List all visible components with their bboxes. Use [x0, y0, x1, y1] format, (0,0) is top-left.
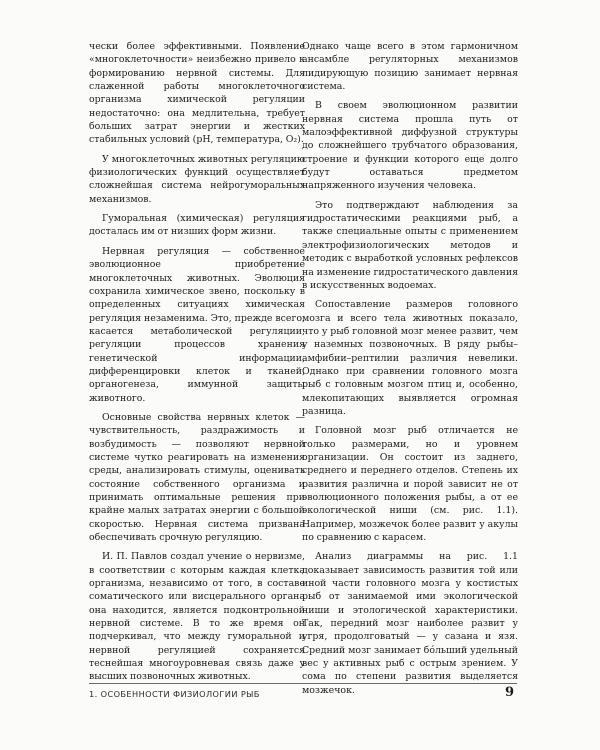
footer-divider: [89, 683, 517, 684]
paragraph: Анализ диаграммы на рис. 1.1 доказывает зависимость развития той или иной части головного мозга у костистых рыб от занимаемой ими экологической ниши и этологической характеристики. Так, передний мозг наиболее развит у угря, продолговатый — у сазана и язя. Средний мозг занимает бóльший удельный вес у активных рыб с острым зрением. У сома по степени развития выделяется мозжечок.: [302, 551, 518, 696]
paragraph: Это подтверждают наблюдения за гидростатическими реакциями рыб, а также специальные опыты с применением электрофизиологических методов и методик с выработкой условных рефлексов на изменение гидростатического давления в искусственных водоемах.: [302, 199, 518, 291]
running-footer-chapter: 1. ОСОБЕННОСТИ ФИЗИОЛОГИИ РЫБ: [89, 689, 260, 699]
paragraph: Сопоставление размеров головного мозга и всего тела животных показало, что у рыб головной мозг менее развит, чем у наземных позвоночных. В ряду рыбы–амфибии–рептилии различия невелики. Однако при сравнении головного мозга рыб с головным мозгом птиц и, особенно, млекопитающих выявляется огромная разница.: [302, 299, 518, 417]
paragraph: Гуморальная (химическая) регуляция досталась им от низших форм жизни.: [89, 213, 305, 238]
paragraph: чески более эффективными. Появление «многоклеточности» неизбежно привело к формированию нервной системы. Для слаженной работы многоклеточного организма химической регуляции недостаточно: она медлительна, требует больших затрат энергии и жестких стабильных условий (pH, температура, O₂).: [89, 41, 305, 146]
paragraph: В своем эволюционном развитии нервная система прошла путь от малоэффективной диффузной структуры до сложнейшего трубчатого образования, строение и функции которого еще долго будут оставаться предметом напряженного изучения человека.: [302, 100, 518, 192]
paragraph: У многоклеточных животных регуляцию физиологических функций осуществляет сложнейшая система нейрогуморальных механизмов.: [89, 153, 305, 205]
left-text-column: [89, 40, 305, 684]
page-number: 9: [504, 685, 514, 700]
paragraph: Нервная регуляция — собственное эволюционное приобретение многоклеточных животных. Эволюция сохранила химическое звено, поскольку в определенных ситуациях химическая регуляция незаменима. Это, прежде всего, касается метаболической регуляции, регуляции процессов хранения генетической информации, дифференцировки клеток и тканей, органогенеза, иммунной защиты животного.: [89, 245, 305, 404]
paragraph: И. П. Павлов создал учение о нервизме, в соответствии с которым каждая клетка организма, независимо от того, в составе соматического или висцерального органа она находится, является подконтрольной нервной системе. В то же время он подчеркивал, что между гуморальной и нервной регуляцией сохраняется теснейшая многоуровневая связь даже у высших позвоночных животных.: [89, 551, 305, 683]
right-text-column: [302, 40, 518, 697]
paragraph: Однако чаще всего в этом гармоничном ансамбле регуляторных механизмов лидирующую позицию занимает нервная система.: [302, 41, 518, 93]
paragraph: Головной мозг рыб отличается не только размерами, но и уровнем организации. Он состоит из заднего, среднего и переднего отделов. Степень их развития различна и порой зависит не от эволюционного положения рыбы, а от ее экологической ниши (см. рис. 1.1). Например, мозжечок более развит у акулы по сравнению с карасем.: [302, 425, 518, 544]
paragraph: Основные свойства нервных клеток — чувствительность, раздражимость и возбудимость — позволяют нервной системе чутко реагировать на изменения среды, анализировать стимулы, оценивать состояние собственного организма и принимать оптимальные решения при крайне малых затратах энергии с большой скоростью. Нервная система призвана обеспечивать срочную регуляцию.: [89, 411, 305, 544]
